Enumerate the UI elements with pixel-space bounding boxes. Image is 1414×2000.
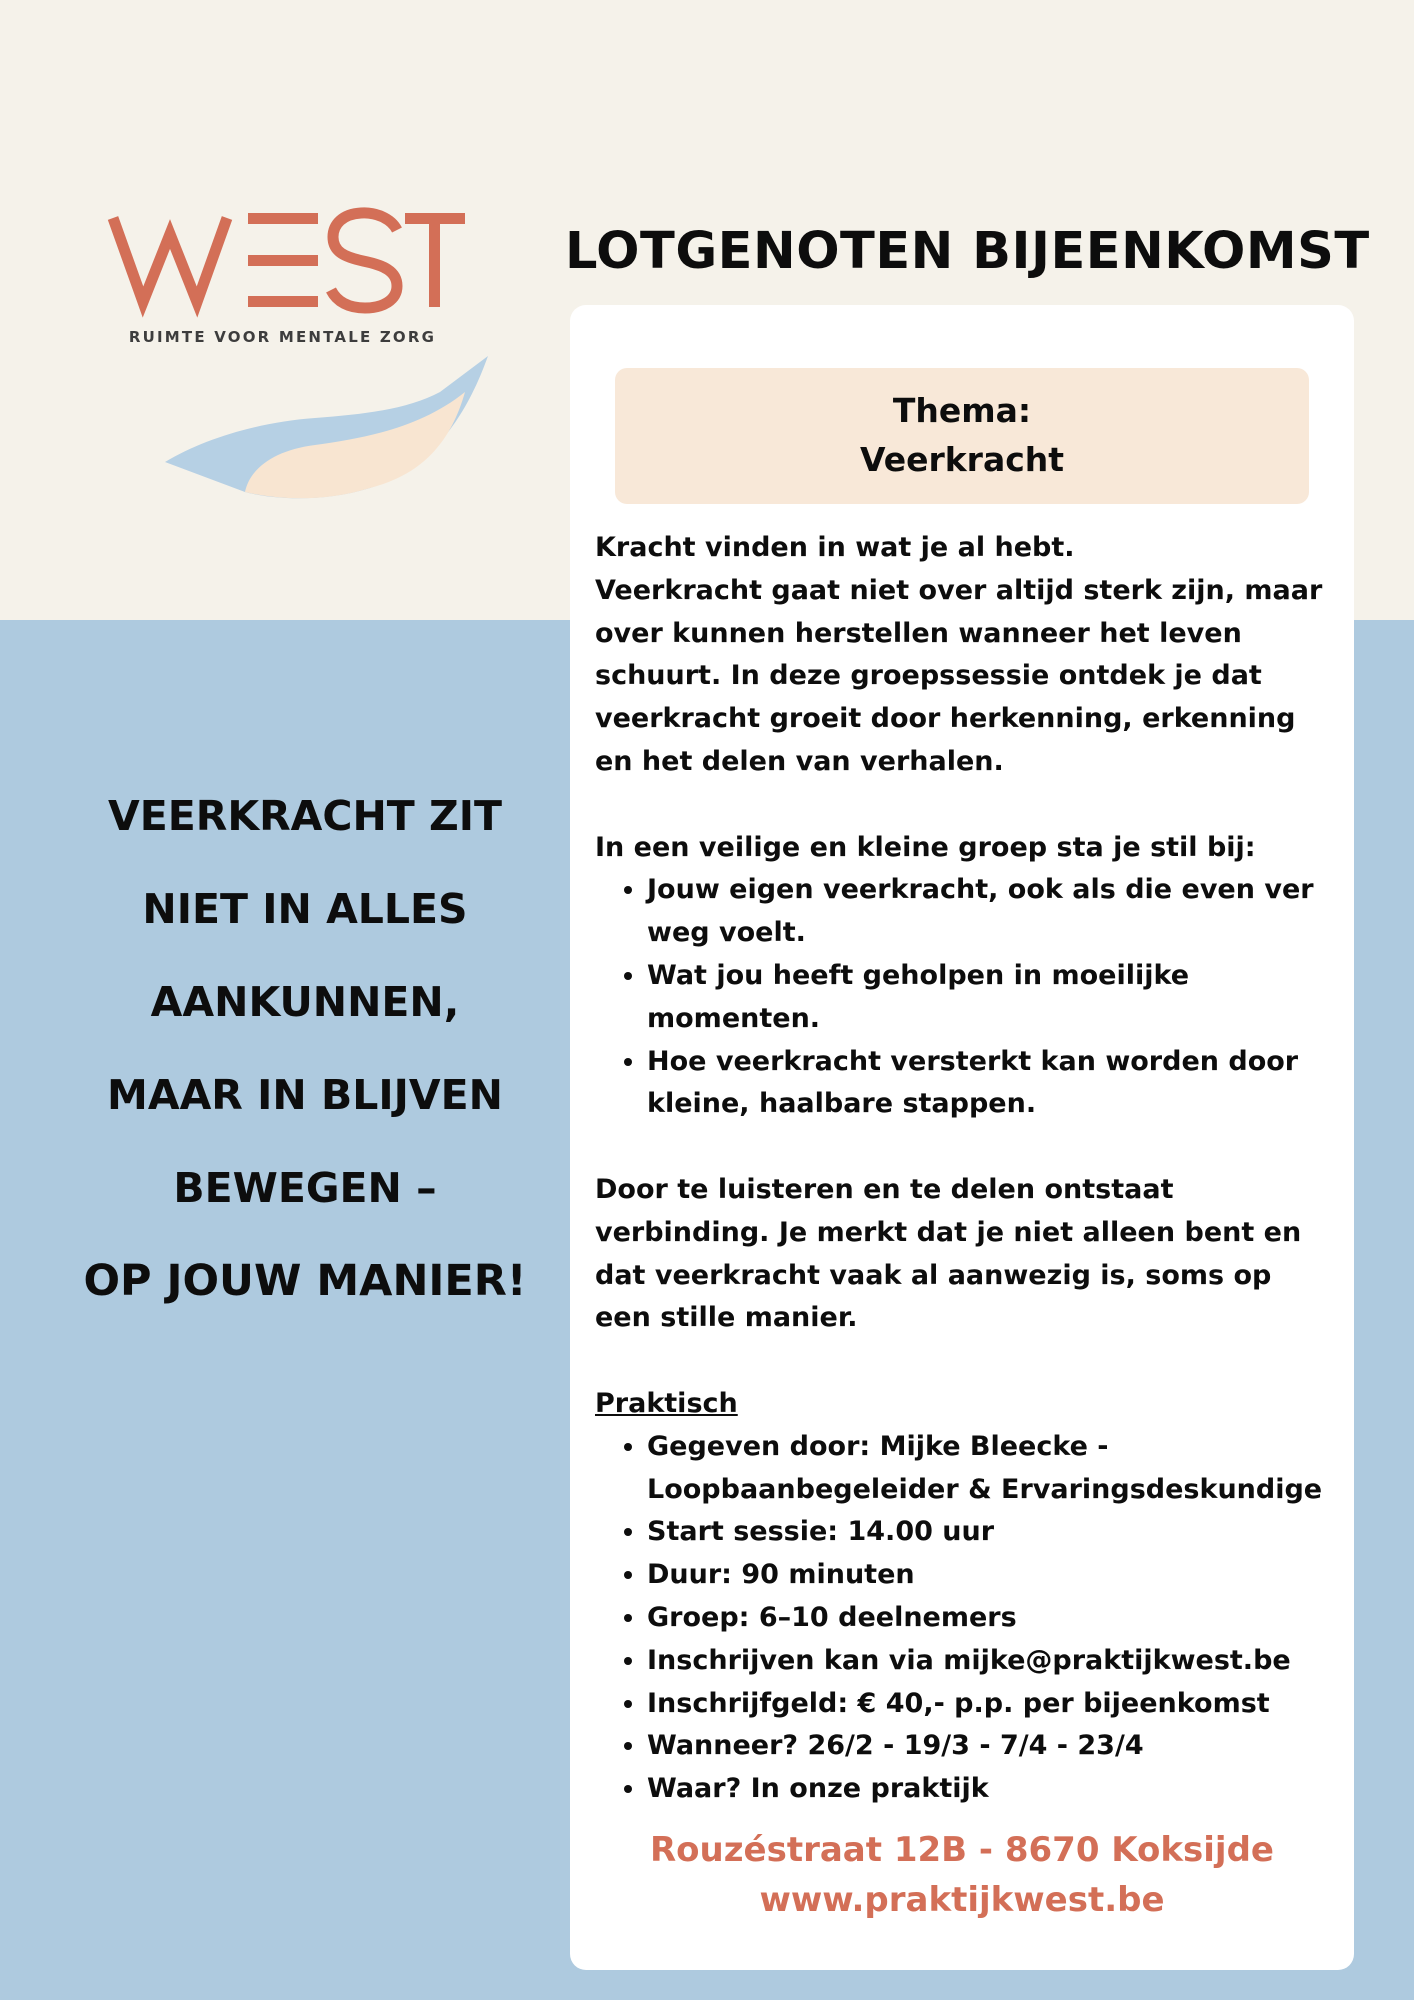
theme-label: Thema: [892, 391, 1032, 430]
wave-swoosh-logo [165, 350, 505, 500]
west-wordmark-logo [105, 200, 465, 320]
closing-text: Door te luisteren en te delen ontstaat verbinding. Je merkt dat je niet alleen bent en dat veerkracht vaak al aanwezig is, soms op een stille manier. [595, 1173, 1302, 1334]
list-item: • Groep: 6–10 deelnemers [647, 1597, 1335, 1640]
info-card [570, 305, 1354, 1970]
list-item: • Inschrijven kan via mijke@praktijkwest.be [647, 1640, 1335, 1683]
practical-heading: Praktisch [595, 1387, 738, 1419]
website-link[interactable]: www.praktijkwest.be [759, 1880, 1165, 1920]
quote-line: VEERKRACHT ZIT [108, 792, 502, 840]
card-body [595, 527, 1335, 1811]
list-item: • Inschrijfgeld: € 40,- p.p. per bijeenkomst [647, 1683, 1335, 1726]
contact-block [570, 1825, 1354, 1925]
intro-lead: Kracht vinden in wat je al hebt. [595, 532, 1075, 563]
list-item: • Wat jou heeft geholpen in moeilijke momenten. [647, 955, 1335, 1041]
quote-line: NIET IN ALLES [142, 885, 468, 933]
quote-block [70, 770, 540, 1328]
list-item: • Jouw eigen veerkracht, ook als die even ver weg voelt. [647, 869, 1335, 955]
list-item: • Hoe veerkracht versterkt kan worden door kleine, haalbare stappen. [647, 1041, 1335, 1127]
quote-line: AANKUNNEN, [150, 978, 460, 1026]
theme-value: Veerkracht [859, 440, 1065, 479]
theme-box [615, 368, 1309, 504]
focus-list [595, 869, 1335, 1126]
list-item: • Start sessie: 14.00 uur [647, 1511, 1335, 1554]
list-item: • Wanneer? 26/2 - 19/3 - 7/4 - 23/4 [647, 1725, 1335, 1768]
quote-line: BEWEGEN – [173, 1164, 437, 1212]
quote-line: OP JOUW MANIER! [83, 1256, 527, 1306]
address-text: Rouzéstraat 12B - 8670 Koksijde [650, 1830, 1274, 1870]
list-item: • Waar? In onze praktijk [647, 1768, 1335, 1811]
list-item: • Gegeven door: Mijke Bleecke - Loopbaanbegeleider & Ervaringsdeskundige [647, 1426, 1335, 1512]
logo-tagline: RUIMTE VOOR MENTALE ZORG [128, 328, 437, 346]
list-item: • Duur: 90 minuten [647, 1554, 1335, 1597]
focus-heading: In een veilige en kleine groep sta je stil bij: [595, 831, 1256, 863]
practical-list [595, 1426, 1335, 1811]
intro-text: Veerkracht gaat niet over altijd sterk zijn, maar over kunnen herstellen wanneer het leven schuurt. In deze groepssessie ontdek je dat veerkracht groeit door herkenning, erkenning en het delen van verhalen. [595, 574, 1323, 777]
quote-line: MAAR IN BLIJVEN [107, 1071, 503, 1119]
west-logo [105, 200, 505, 500]
page-title: LOTGENOTEN BIJEENKOMST [565, 222, 1370, 281]
